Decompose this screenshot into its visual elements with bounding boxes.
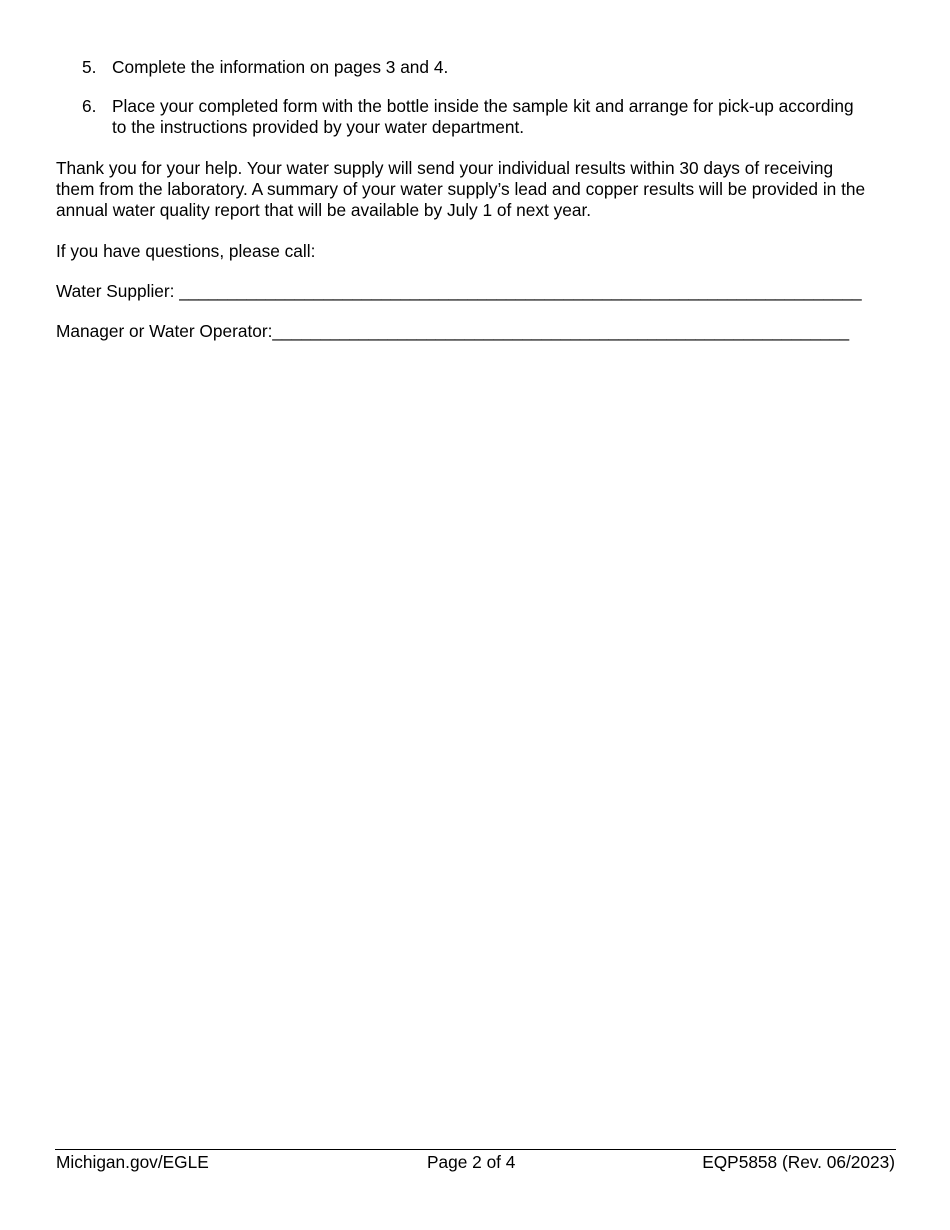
footer-website: Michigan.gov/EGLE [56, 1152, 209, 1172]
list-item [82, 96, 872, 138]
water-supplier-blank[interactable]: _______________________________________________________________________ [179, 281, 862, 301]
list-item-text: Place your completed form with the bottle inside the sample kit and arrange for pick-up according to the instructions provided by your water department. [112, 96, 854, 137]
manager-operator-blank[interactable]: ____________________________________________________________ [272, 321, 850, 341]
list-item [82, 57, 872, 78]
list-item-number: 5. [82, 57, 97, 77]
list-item-text: Complete the information on pages 3 and 4. [112, 57, 449, 77]
thanks-paragraph: Thank you for your help. Your water supply will send your individual results within 30 days of receiving them from the laboratory. A summary of your water supply’s lead and copper results will be provided in the annual water quality report that will be available by July 1 of next year. [56, 158, 866, 220]
questions-line: If you have questions, please call: [56, 241, 316, 261]
water-supplier-label: Water Supplier: [56, 281, 175, 301]
footer-divider [55, 1149, 896, 1150]
footer-page-number: Page 2 of 4 [427, 1152, 516, 1172]
list-item-number: 6. [82, 96, 97, 116]
water-supplier-field [56, 281, 871, 302]
manager-operator-field [56, 321, 871, 342]
footer-form-id: EQP5858 (Rev. 06/2023) [702, 1152, 895, 1172]
instruction-list [82, 57, 872, 156]
manager-operator-label: Manager or Water Operator: [56, 321, 273, 341]
